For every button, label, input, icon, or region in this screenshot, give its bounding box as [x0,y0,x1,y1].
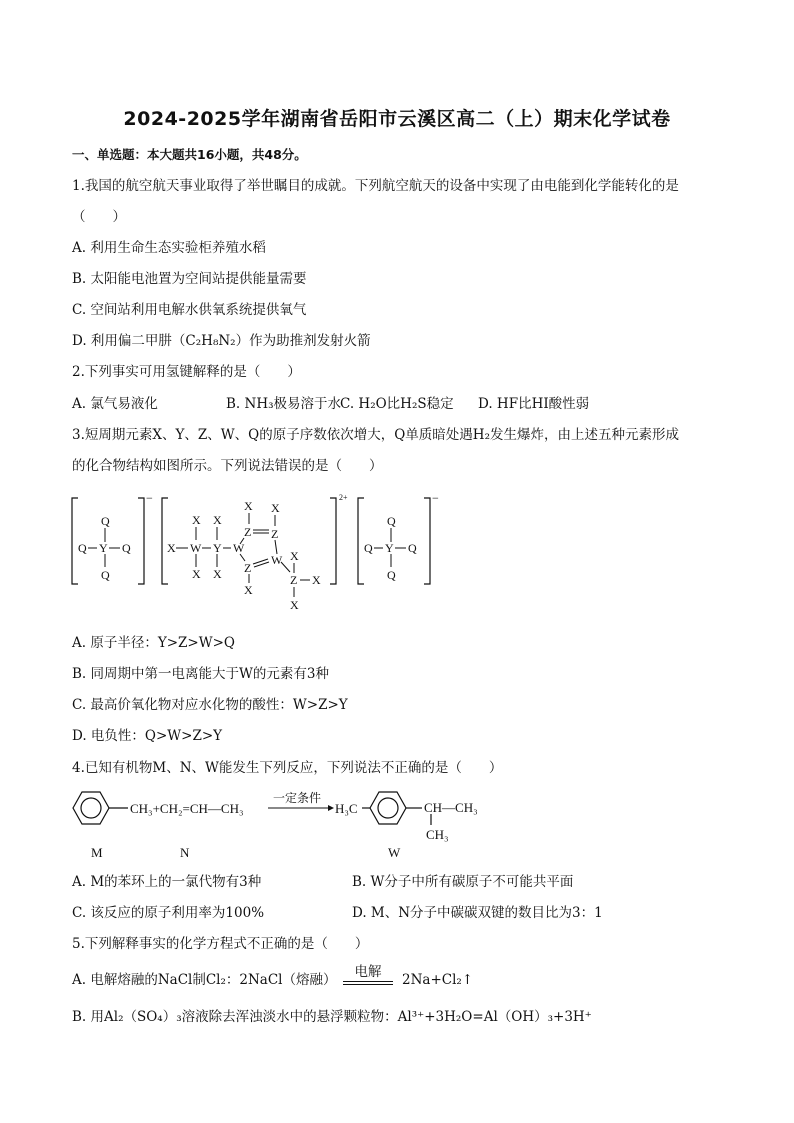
svg-text:Y: Y [385,541,394,555]
svg-text:Q: Q [408,541,417,555]
q3-stem-cont: 的化合物结构如图所示。下列说法错误的是（ ） [72,458,383,474]
svg-text:X: X [192,567,201,581]
svg-text:X: X [244,583,253,597]
q5-option-a-left: A. 电解熔融的NaCl制Cl₂：2NaCl（熔融） [72,972,337,988]
q1-option-d: D. 利用偏二甲肼（C₂H₈N₂）作为助推剂发射火箭 [72,333,371,349]
q5-option-a-right: 2Na+Cl₂↑ [402,972,474,988]
svg-text:X: X [290,549,299,563]
reaction-condition: 一定条件 [273,791,322,805]
svg-text:−: − [146,491,153,505]
svg-text:Y: Y [99,541,108,555]
svg-text:Y: Y [213,541,222,555]
q4-option-d: D. M、N分子中碳碳双键的数目比为3：1 [352,905,603,921]
svg-text:Q: Q [101,514,110,528]
svg-text:Q: Q [387,514,396,528]
label-n: N [180,845,190,860]
q1-option-a: A. 利用生命生态实验柜养殖水稻 [72,240,266,256]
q3-option-c: C. 最高价氧化物对应水化物的酸性：W>Z>Y [72,697,348,713]
q5-stem: 5.下列解释事实的化学方程式不正确的是（ ） [72,936,369,952]
svg-text:X: X [167,541,176,555]
q4-option-c: C. 该反应的原子利用率为100% [72,905,265,921]
section-heading: 一、单选题：本大题共16小题，共48分。 [72,147,307,162]
svg-text:X: X [271,501,280,515]
reaction-arrow [268,805,334,811]
svg-text:W: W [271,553,283,567]
electrolysis-line-bottom [343,984,393,985]
q2-stem: 2.下列事实可用氢键解释的是（ ） [72,364,301,380]
q5-electrolysis-condition: 电解 [354,964,382,980]
svg-text:2+: 2+ [339,493,348,502]
q1-stem: 1.我国的航空航天事业取得了举世瞩目的成就。下列航空航天的设备中实现了由电能到化学能转化的是 [72,178,679,194]
q2-option-d: D. HF比HI酸性弱 [478,396,590,412]
q3-stem: 3.短周期元素X、Y、Z、W、Q的原子序数依次增大，Q单质暗处遇H₂发生爆炸，由上述五种元素形成 [72,427,679,443]
svg-text:Q: Q [78,541,87,555]
q2-option-b: B. NH₃极易溶于水 [226,396,342,412]
q3-option-b: B. 同周期中第一电离能大于W的元素有3种 [72,666,329,682]
electrolysis-line-top [343,981,393,982]
svg-text:X: X [244,499,253,513]
q4-option-b: B. W分子中所有碳原子不可能共平面 [352,874,574,890]
svg-text:X: X [290,598,299,612]
product-left-group: H₃C [335,801,358,816]
svg-text:Q: Q [122,541,131,555]
product-right-group: CH—CH₃ [424,800,478,815]
center-cation [162,493,348,612]
product-methyl: CH₃ [426,827,449,842]
q5-option-b: B. 用Al₂（SO₄）₃溶液除去浑浊淡水中的悬浮颗粒物：Al³⁺+3H₂O=Al（OH）₃+3H⁺ [72,1009,592,1025]
svg-text:W: W [190,541,202,555]
q3-option-d: D. 电负性：Q>W>Z>Y [72,728,223,744]
label-w: W [388,845,401,860]
svg-text:X: X [213,513,222,527]
svg-text:X: X [312,573,321,587]
svg-text:Q: Q [101,568,110,582]
svg-text:−: − [432,491,439,505]
svg-text:Z: Z [244,561,252,575]
benzene-ring-m [73,792,128,824]
svg-text:Z: Z [271,527,279,541]
q1-option-b: B. 太阳能电池置为空间站提供能量需要 [72,271,307,287]
svg-text:Z: Z [244,525,252,539]
q4-option-a: A. M的苯环上的一氯代物有3种 [72,874,262,890]
q3-structure-figure [64,490,454,620]
q1-option-c: C. 空间站利用电解水供氧系统提供氧气 [72,302,307,318]
q4-stem: 4.已知有机物M、N、W能发生下列反应，下列说法不正确的是（ ） [72,760,503,776]
q2-option-c: C. H₂O比H₂S稳定 [340,396,454,412]
q3-option-a: A. 原子半径：Y>Z>W>Q [72,635,236,651]
svg-text:W: W [233,541,245,555]
q1-stem-cont: （ ） [72,209,126,225]
svg-text:Z: Z [290,573,298,587]
reactant-formula: CH₃+CH₂=CH—CH₃ [130,801,244,816]
q2-option-a: A. 氯气易液化 [72,396,158,412]
svg-text:X: X [213,567,222,581]
left-anion [72,491,153,584]
exam-title: 2024-2025学年湖南省岳阳市云溪区高二（上）期末化学试卷 [123,108,671,130]
label-m: M [91,845,103,860]
svg-text:Q: Q [387,568,396,582]
svg-text:X: X [192,513,201,527]
q4-reaction-scheme [66,786,516,864]
right-anion [358,491,439,584]
benzene-ring-w [362,792,431,825]
svg-text:Q: Q [364,541,373,555]
